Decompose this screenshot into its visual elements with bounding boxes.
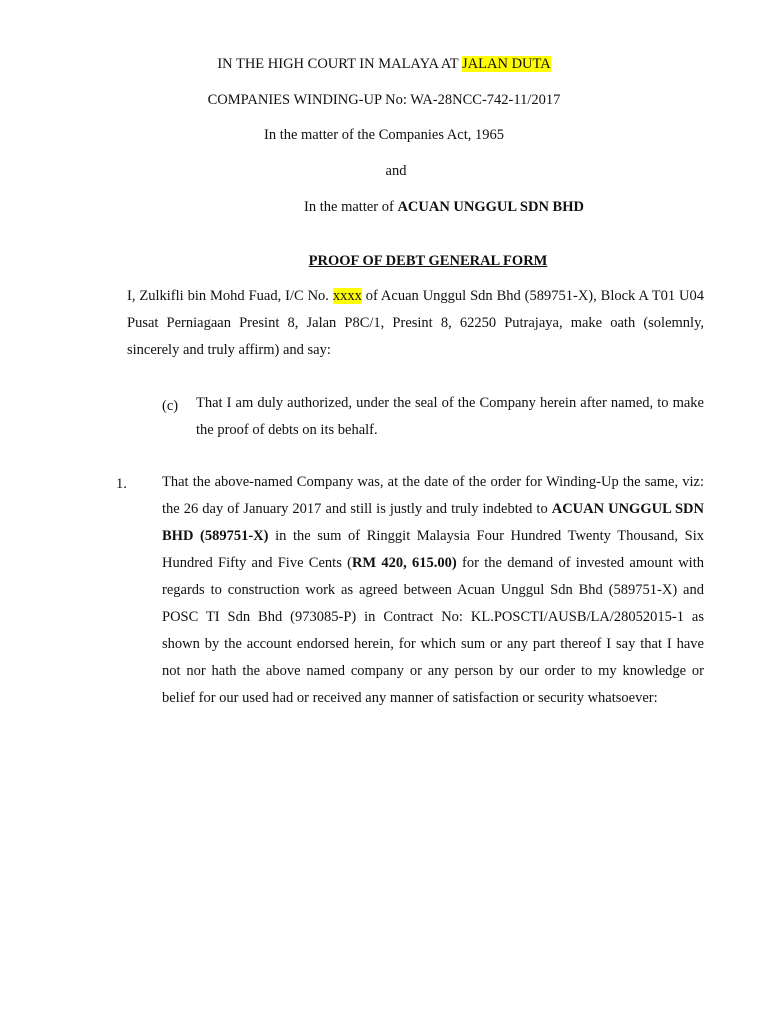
- matter-company-name: ACUAN UNGGUL SDN BHD: [397, 199, 584, 215]
- case-number: COMPANIES WINDING-UP No: WA-28NCC-742-11/2017: [207, 92, 561, 108]
- matter-act: In the matter of the Companies Act, 1965: [263, 127, 504, 143]
- clause-1-text-2: in the sum of Ringgit Malaysia Four Hundred Twenty Thousand, Six Hundred Fifty and Five Cents (: [162, 528, 704, 571]
- court-heading: [0, 56, 768, 73]
- matter-company: [60, 199, 768, 216]
- intro-text-1: I, Zulkifli bin Mohd Fuad, I/C No.: [127, 288, 333, 304]
- clause-1-text-1: That the above-named Company was, at the date of the order for Winding-Up the same, viz: the 26 day of January 2017 and still is justly and truly indebted to: [162, 474, 704, 517]
- clause-1-text: [162, 469, 704, 712]
- creditor-name: ACUAN UNGGUL SDN BHD (589751-X): [162, 501, 704, 544]
- clause-1-text-3: for the demand of invested amount with regards to construction work as agreed between Acuan Unggul Sdn Bhd (589751-X) and POSC TI Sdn Bhd (973085-P) in Contract No: KL.POSCTI/AUSB/LA/28052015-1 as shown by the account endorsed herein, for which sum or any part thereof I say that I have not nor hath the above named company or any person by our order to my knowledge or belief for our used had or received any manner of satisfaction or security whatsoever:: [162, 555, 704, 706]
- clause-c-text: That I am duly authorized, under the seal of the Company herein after named, to make the proof of debts on its behalf.: [196, 395, 704, 438]
- court-location-highlight: JALAN DUTA: [462, 56, 551, 72]
- intro-paragraph: [127, 283, 704, 364]
- and-line: and: [385, 163, 407, 179]
- ic-number-redacted: xxxx: [332, 288, 362, 304]
- claim-amount: RM 420, 615.00): [351, 555, 457, 571]
- clause-c-label: (c): [162, 398, 179, 414]
- matter-company-prefix: In the matter of: [304, 199, 398, 215]
- intro-text-2: of Acuan Unggul Sdn Bhd (589751-X), Block A T01 U04 Pusat Perniagaan Presint 8, Jalan P8C/1, Presint 8, 62250 Putrajaya, make oath (solemnly, sincerely and truly affirm) and say:: [127, 288, 704, 358]
- form-title: PROOF OF DEBT GENERAL FORM: [308, 253, 548, 269]
- clause-1-label: 1.: [116, 476, 127, 492]
- court-prefix: IN THE HIGH COURT IN MALAYA AT: [217, 56, 463, 72]
